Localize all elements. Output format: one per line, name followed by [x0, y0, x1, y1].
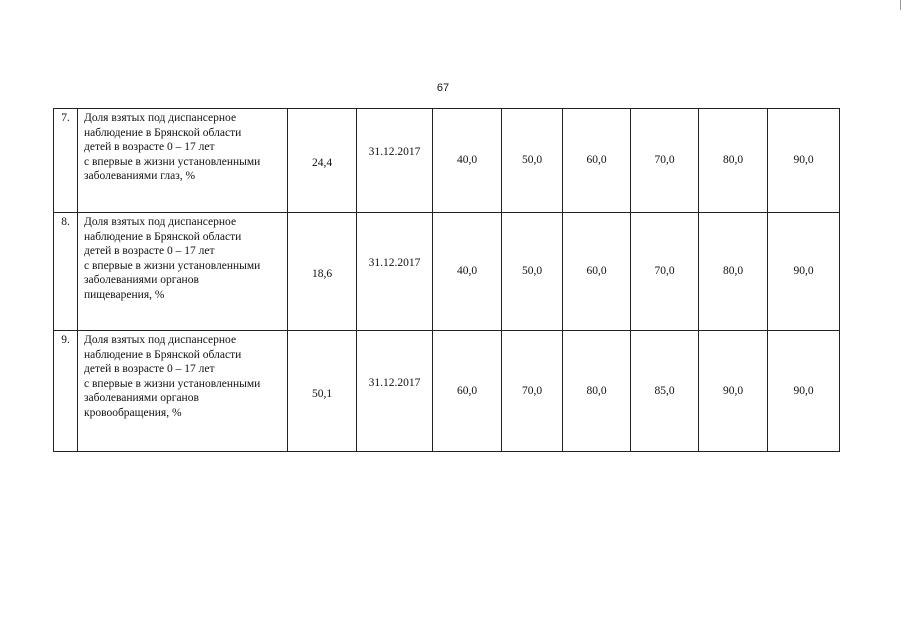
target-value: 40,0: [433, 213, 502, 331]
target-value: 90,0: [768, 213, 840, 331]
row-number: 8.: [54, 213, 78, 331]
target-value: 80,0: [699, 109, 768, 213]
scan-edge-mark: [900, 0, 901, 10]
target-value: 50,0: [502, 213, 563, 331]
base-date: 31.12.2017: [357, 109, 433, 213]
target-value: 70,0: [631, 109, 699, 213]
target-value: 80,0: [563, 331, 631, 452]
table-row: [54, 109, 840, 213]
target-value: 60,0: [563, 213, 631, 331]
base-value: 24,4: [288, 109, 357, 213]
base-date: 31.12.2017: [357, 331, 433, 452]
indicators-table: [53, 108, 840, 452]
row-number: 9.: [54, 331, 78, 452]
target-value: 90,0: [699, 331, 768, 452]
target-value: 80,0: [699, 213, 768, 331]
base-date: 31.12.2017: [357, 213, 433, 331]
target-value: 60,0: [563, 109, 631, 213]
indicator-description: Доля взятых под диспансерное наблюдение в Брянской области детей в возрасте 0 – 17 лет с впервые в жизни установленными заболеваниями глаз, %: [78, 109, 288, 213]
target-value: 70,0: [631, 213, 699, 331]
base-value: 18,6: [288, 213, 357, 331]
target-value: 85,0: [631, 331, 699, 452]
target-value: 90,0: [768, 109, 840, 213]
target-value: 50,0: [502, 109, 563, 213]
page-number: 67: [436, 82, 450, 94]
target-value: 40,0: [433, 109, 502, 213]
table-row: [54, 331, 840, 452]
target-value: 70,0: [502, 331, 563, 452]
target-value: 60,0: [433, 331, 502, 452]
target-value: 90,0: [768, 331, 840, 452]
table-row: [54, 213, 840, 331]
indicator-description: Доля взятых под диспансерное наблюдение в Брянской области детей в возрасте 0 – 17 лет с впервые в жизни установленными заболеваниями органов пищеварения, %: [78, 213, 288, 331]
base-value: 50,1: [288, 331, 357, 452]
row-number: 7.: [54, 109, 78, 213]
indicator-description: Доля взятых под диспансерное наблюдение в Брянской области детей в возрасте 0 – 17 лет с впервые в жизни установленными заболеваниями органов кровообращения, %: [78, 331, 288, 452]
